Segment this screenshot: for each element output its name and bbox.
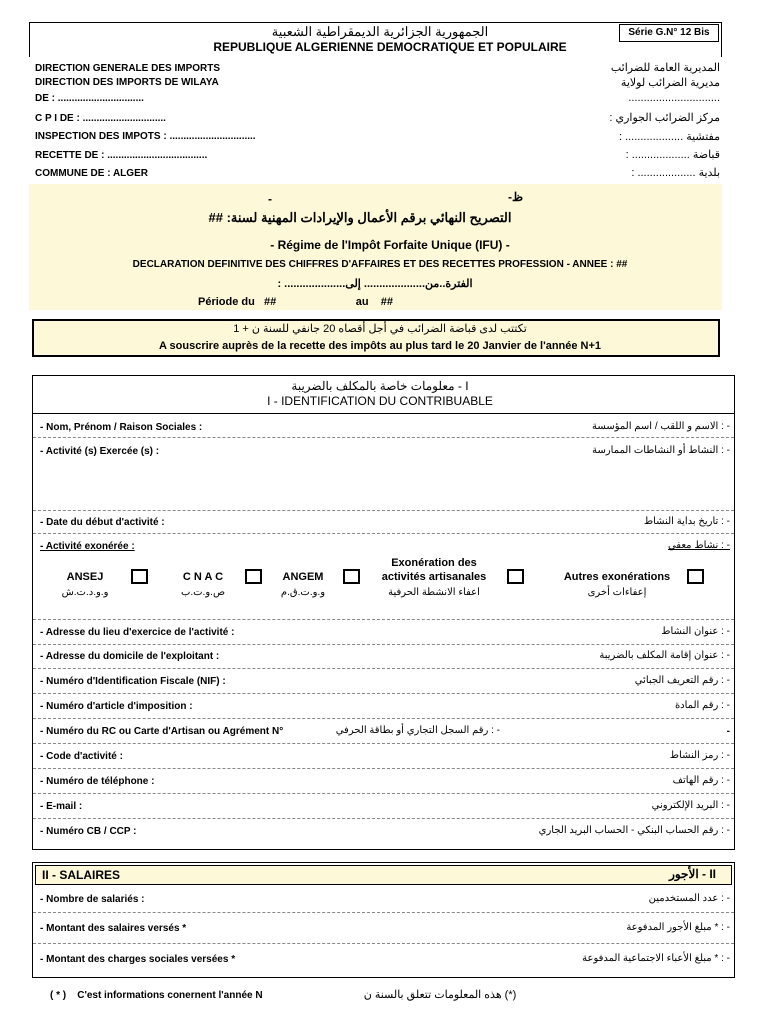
divider: [33, 943, 734, 944]
exempt-artisan-label: Exonération des activités artisanales: [381, 557, 487, 583]
admin-right-0: المديرية العامة للضرائب: [610, 62, 720, 74]
divider: [33, 768, 734, 769]
declaration-period-ar: الفترة..من.................... إلى.................... :: [277, 278, 473, 290]
salaries-count-label: - Nombre de salariés :: [40, 894, 145, 905]
field-activity-label-ar: - : النشاط أو النشاطات الممارسة: [592, 445, 730, 456]
exempt-other-label-ar: إعفاءات أخرى: [587, 587, 647, 598]
section1-title-divider: [33, 413, 734, 414]
admin-right-1: مديرية الضرائب لولاية: [620, 77, 720, 89]
field-nif-label-ar: - : رقم التعريف الجبائي: [634, 675, 730, 686]
admin-left-2: DE : ...............................: [35, 93, 144, 104]
exempt-angem-label: ANGEM: [282, 571, 324, 583]
admin-left-6: COMMUNE DE : ALGER: [35, 168, 148, 179]
header-republic-ar: الجمهورية الجزائرية الديمقراطية الشعبية: [271, 24, 489, 39]
field-ccp-label-ar: - : رقم الحساب البنكي - الحساب البريد الجاري: [538, 825, 730, 836]
declaration-title-ar: التصريح النهائي برقم الأعمال والإيرادات المهنية لسنة: ##: [208, 210, 512, 225]
field-name-label-ar: - : الاسم و اللقب / اسم المؤسسة: [592, 421, 730, 432]
section1-title-ar: I - معلومات خاصة بالمكلف بالضريبة: [291, 379, 469, 393]
admin-right-3: مركز الضرائب الجواري :: [609, 112, 720, 124]
divider: [33, 437, 734, 438]
footnote-fr: ( * ) C'est informations conernent l'année N: [50, 990, 263, 1001]
field-rc-label: - Numéro du RC ou Carte d'Artisan ou Agrément N°: [40, 726, 284, 737]
exempt-other-checkbox[interactable]: [687, 569, 704, 584]
field-name-label: - Nom, Prénom / Raison Sociales :: [40, 422, 203, 433]
divider: [33, 693, 734, 694]
declaration-title-fr: DECLARATION DEFINITIVE DES CHIFFRES D'AFFAIRES ET DES RECETTES PROFESSION - ANNEE : ##: [132, 259, 628, 270]
admin-left-3: C P I DE : ..............................: [35, 113, 166, 124]
field-rc-end-dash: -: [726, 726, 730, 737]
field-ccp-label: - Numéro CB / CCP :: [40, 826, 137, 837]
divider: [33, 793, 734, 794]
exempt-artisan-label-ar: اعفاء الانشطة الحرفية: [388, 587, 480, 598]
salaries-amount-label-ar: - : * مبلغ الأجور المدفوعة: [626, 922, 730, 933]
field-exempt-label-ar: - : نشاط معفي: [667, 540, 730, 551]
field-phone-label-ar: - : رقم الهاتف: [672, 775, 730, 786]
field-activity-address-label: - Adresse du lieu d'exercice de l'activité :: [40, 627, 235, 638]
field-nif-label: - Numéro d'Identification Fiscale (NIF) :: [40, 676, 226, 687]
footnote-ar: (*) هذه المعلومات تتعلق بالسنة ن: [363, 989, 517, 1001]
exempt-cnac-checkbox[interactable]: [245, 569, 262, 584]
salaries-amount-label: - Montant des salaires versés *: [40, 923, 187, 934]
divider: [33, 743, 734, 744]
field-email-label: - E-mail :: [40, 801, 83, 812]
social-charges-label: - Montant des charges sociales versées *: [40, 954, 236, 965]
divider: [33, 533, 734, 534]
field-activity-label: - Activité (s) Exercée (s) :: [40, 446, 160, 457]
divider: [33, 644, 734, 645]
declaration-period-fr: Période du ## au ##: [198, 296, 394, 308]
exempt-cnac-label-ar: ص.و.ت.ب: [180, 587, 226, 598]
divider: [33, 818, 734, 819]
exempt-artisan-checkbox[interactable]: [507, 569, 524, 584]
field-code-label: - Code d'activité :: [40, 751, 123, 762]
declaration-regime: - Régime de l'Impôt Forfaite Unique (IFU) -: [270, 238, 510, 252]
field-article-label-ar: - : رقم المادة: [674, 700, 730, 711]
salaries-count-label-ar: - : عدد المستخدمين: [648, 893, 730, 904]
divider: [33, 619, 734, 620]
field-article-label: - Numéro d'article d'imposition :: [40, 701, 193, 712]
declaration-dash-left: -: [268, 192, 272, 206]
section2-title-fr: II - SALAIRES: [42, 868, 121, 882]
header-republic-fr: REPUBLIQUE ALGERIENNE DEMOCRATIQUE ET POPULAIRE: [213, 40, 567, 54]
declaration-dash-right: -ظ: [508, 190, 524, 204]
field-email-label-ar: - : البريد الإلكتروني: [651, 800, 730, 811]
admin-left-4: INSPECTION DES IMPOTS : ...............................: [35, 131, 256, 142]
divider: [33, 510, 734, 511]
admin-left-5: RECETTE DE : ....................................: [35, 150, 208, 161]
exempt-cnac-label: C N A C: [182, 571, 224, 583]
divider: [33, 912, 734, 913]
divider: [33, 668, 734, 669]
exempt-angem-checkbox[interactable]: [343, 569, 360, 584]
exempt-ansej-label-ar: و.و.د.ت.ش: [61, 587, 109, 598]
field-home-address-label-ar: - : عنوان إقامة المكلف بالضريبة: [599, 650, 730, 661]
admin-right-6: بلدية ................... :: [631, 167, 720, 179]
exempt-ansej-checkbox[interactable]: [131, 569, 148, 584]
notice-fr: A souscrire auprès de la recette des impôts au plus tard le 20 Janvier de l'année N+1: [158, 340, 602, 352]
field-exempt-label: - Activité exonérée :: [40, 541, 135, 552]
field-start-date-label-ar: - : تاريخ بداية النشاط: [643, 516, 730, 527]
divider: [33, 718, 734, 719]
social-charges-label-ar: - : * مبلغ الأعباء الاجتماعية المدفوعة: [582, 953, 730, 964]
exempt-other-label: Autres exonérations: [563, 571, 671, 583]
serie-badge: Série G.N° 12 Bis: [619, 24, 719, 42]
field-start-date-label: - Date du début d'activité :: [40, 517, 165, 528]
admin-right-5: قباضة ................... :: [625, 149, 720, 161]
field-code-label-ar: - : رمز النشاط: [669, 750, 730, 761]
section2-title-ar: II - الأجور: [669, 867, 716, 881]
admin-right-2: ..............................: [628, 92, 720, 104]
admin-left-0: DIRECTION GENERALE DES IMPORTS: [35, 63, 221, 74]
notice-ar: تكتتب لدى قباضة الضرائب في أجل أقصاه 20 جانفي للسنة ن + 1: [233, 323, 527, 335]
exempt-angem-label-ar: و.و.ت.ق.م: [280, 587, 326, 598]
admin-left-1: DIRECTION DES IMPORTS DE WILAYA: [35, 77, 219, 88]
field-home-address-label: - Adresse du domicile de l'exploitant :: [40, 651, 220, 662]
admin-right-4: مفتشية ................... :: [618, 131, 720, 143]
field-activity-address-label-ar: - : عنوان النشاط: [661, 626, 730, 637]
field-phone-label: - Numéro de téléphone :: [40, 776, 155, 787]
section2-header: [35, 865, 732, 885]
section1-title-fr: I - IDENTIFICATION DU CONTRIBUABLE: [267, 394, 493, 408]
exempt-ansej-label: ANSEJ: [66, 571, 104, 583]
